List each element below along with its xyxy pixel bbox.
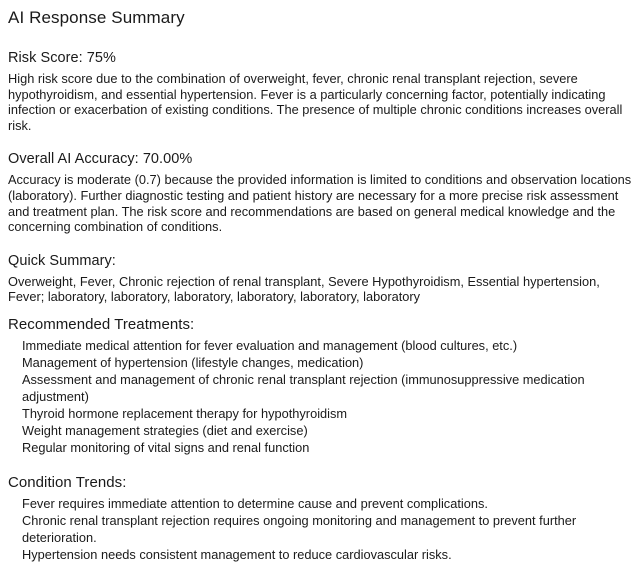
ai-accuracy-heading: Overall AI Accuracy: 70.00% <box>8 151 193 168</box>
quick-summary-section <box>8 252 633 305</box>
spacer <box>8 133 633 150</box>
recommended-treatments-list <box>8 337 633 456</box>
recommended-treatments-heading: Recommended Treatments: <box>8 315 195 333</box>
page-title: AI Response Summary <box>8 8 185 27</box>
quick-summary-body: Overweight, Fever, Chronic rejection of renal transplant, Severe Hypothyroidism, Essential hypertension, Fever; laboratory, laboratory, laboratory, laboratory, laboratory, laboratory <box>8 273 600 305</box>
recommended-treatments-section <box>8 315 633 456</box>
list-item: Fever requires immediate attention to determine cause and prevent complications. <box>22 495 488 511</box>
quick-summary-heading: Quick Summary: <box>8 252 116 269</box>
spacer <box>8 235 633 252</box>
list-item: Management of hypertension (lifestyle changes, medication) <box>22 354 364 370</box>
spacer <box>8 28 633 49</box>
risk-score-heading: Risk Score: 75% <box>8 50 116 66</box>
condition-trends-list <box>8 495 633 563</box>
spacer <box>8 305 633 315</box>
list-item: Weight management strategies (diet and exercise) <box>22 422 308 438</box>
list-item: Immediate medical attention for fever evaluation and management (blood cultures, etc.) <box>22 337 518 353</box>
condition-trends-section <box>8 473 633 563</box>
ai-accuracy-body: Accuracy is moderate (0.7) because the provided information is limited to conditions and observation locations (laboratory). Further diagnostic testing and patient history are necessary for a more precise risk assessment and treatment plan. The risk score and recommendations are based on general medical knowledge and the concerning combination of conditions. <box>8 172 632 235</box>
ai-accuracy-section <box>8 150 633 234</box>
condition-trends-heading: Condition Trends: <box>8 473 127 491</box>
list-item: Regular monitoring of vital signs and renal function <box>22 439 310 455</box>
list-item: Hypertension needs consistent management to reduce cardiovascular risks. <box>22 546 452 562</box>
spacer <box>8 456 633 473</box>
list-item: Chronic renal transplant rejection requires ongoing monitoring and management to prevent further deterioration. <box>22 512 577 545</box>
list-item: Thyroid hormone replacement therapy for hypothyroidism <box>22 405 348 421</box>
risk-score-body: High risk score due to the combination of overweight, fever, chronic renal transplant rejection, severe hypothyroidism, and essential hypertension. Fever is a particularly concerning factor, potentially indicating infection or exacerbation of existing conditions. The presence of multiple chronic conditions increases overall risk. <box>8 71 623 133</box>
risk-score-section <box>8 49 633 133</box>
list-item: Assessment and management of chronic renal transplant rejection (immunosuppressive medication adjustment) <box>22 371 585 404</box>
